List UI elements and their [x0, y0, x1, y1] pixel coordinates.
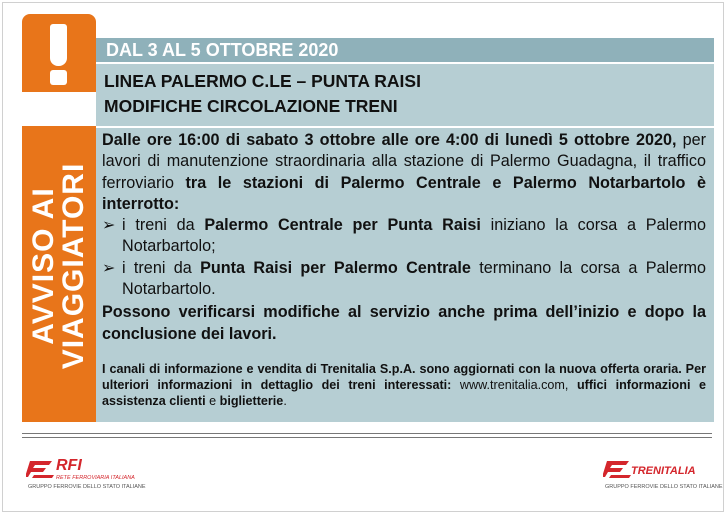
sidebar-title [29, 136, 89, 396]
interruption-section: tra le stazioni di Palermo Centrale e Palermo Notarbartolo è interrotto: [102, 173, 707, 213]
arrow-bullet-icon: ➢ [102, 258, 116, 277]
fs-mark-icon [26, 455, 56, 481]
bullet-text [122, 258, 706, 301]
website-link[interactable]: www.trenitalia.com, [451, 378, 577, 392]
trenitalia-logo [603, 455, 723, 495]
notice-text [102, 130, 706, 345]
bullet-prefix: i treni da [122, 258, 201, 277]
arrow-bullet-icon: ➢ [102, 216, 116, 235]
info-offices: uffici informazioni e assistenza clienti [102, 378, 706, 408]
info-channels: I canali di informazione e vendita di Trenitalia S.p.A. sono aggiornati con la nuova offerta oraria. Per ulteriori informazioni in dettaglio dei treni interessati: [102, 362, 706, 392]
exclamation-dot [50, 70, 67, 85]
rfi-logo [26, 455, 156, 495]
sidebar-title-line1: AVVISO AI [27, 187, 60, 345]
sidebar-foot [22, 406, 96, 422]
notice-body [96, 128, 714, 422]
route-inbound: Punta Raisi per Palermo Centrale [200, 258, 471, 277]
exclamation-icon [22, 14, 96, 92]
notice-panel [22, 14, 714, 422]
line-title: LINEA PALERMO C.LE – PUNTA RAISI [104, 71, 421, 91]
interruption-reason: per lavori di manutenzione straordinaria alla stazione di Palermo Guadagna, il traffico ferroviario [102, 131, 706, 192]
trenitalia-wordmark: TRENITALIA [631, 465, 696, 477]
info-conjunction: e [205, 394, 220, 408]
info-period: . [283, 394, 287, 408]
bullet-suffix: iniziano la corsa a Palermo Notarbartolo; [122, 216, 706, 256]
sidebar-title-line2: VIAGGIATORI [57, 162, 90, 370]
interruption-period: Dalle ore 16:00 di sabato 3 ottobre alle ore 4:00 di lunedì 5 ottobre 2020, [102, 131, 677, 149]
exclamation-bar [50, 24, 67, 66]
title-box [96, 64, 714, 126]
rfi-name: RETE FERROVIARIA ITALIANA [56, 475, 135, 481]
route-outbound: Palermo Centrale per Punta Raisi [204, 216, 481, 235]
bullet-prefix: i treni da [122, 216, 205, 235]
rfi-group: GRUPPO FERROVIE DELLO STATO ITALIANE [28, 484, 146, 490]
info-ticket-offices: biglietterie [219, 394, 284, 408]
service-warning: Possono verificarsi modifiche al servizio anche prima dell’inizio e dopo la conclusione dei lavori. [102, 303, 706, 343]
date-range: DAL 3 AL 5 OTTOBRE 2020 [106, 40, 339, 60]
rfi-wordmark: RFI [56, 457, 82, 474]
notice-subject: MODIFICHE CIRCOLAZIONE TRENI [104, 96, 398, 116]
trenitalia-group: GRUPPO FERROVIE DELLO STATO ITALIANE [605, 484, 723, 490]
footer-rule [22, 433, 712, 434]
bullet-suffix: terminano la corsa a Palermo Notarbartolo. [122, 258, 706, 299]
fs-mark-icon [603, 455, 633, 481]
list-item [102, 258, 706, 301]
date-banner [96, 38, 714, 62]
bullet-text [122, 215, 706, 258]
notice-sidebar [22, 14, 96, 422]
info-paragraph [102, 361, 706, 409]
list-item [102, 215, 706, 258]
interruption-paragraph [102, 130, 706, 215]
footer-rule [22, 437, 712, 438]
